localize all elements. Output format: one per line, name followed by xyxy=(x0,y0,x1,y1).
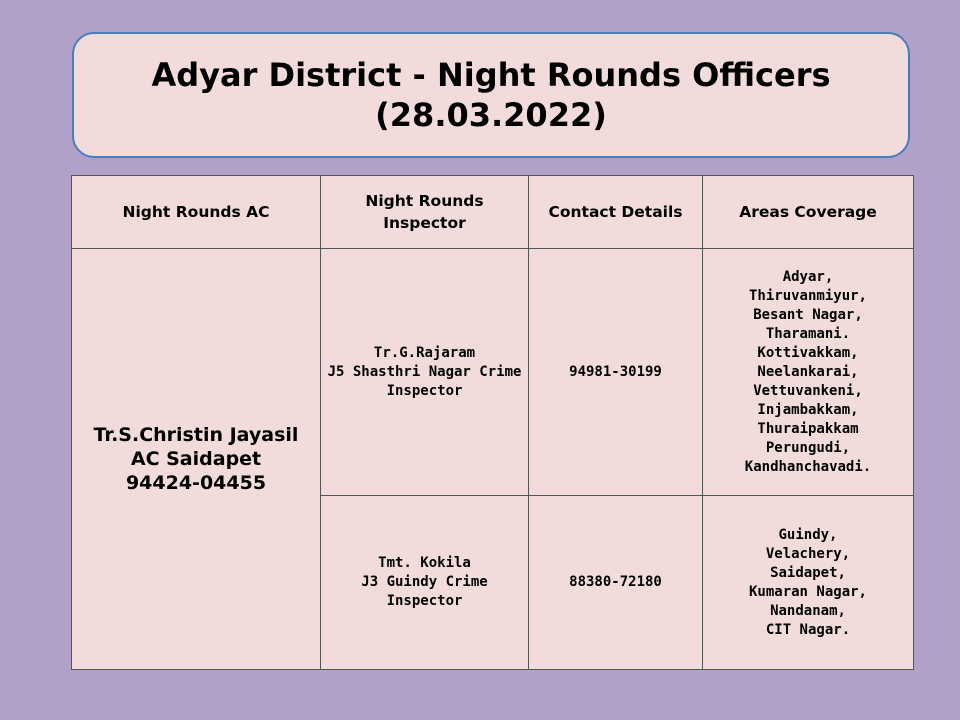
contact-cell: 88380-72180 xyxy=(529,496,703,670)
inspector-station: J5 Shasthri Nagar Crime xyxy=(327,363,522,380)
ac-cell xyxy=(72,249,321,670)
inspector-name: Tmt. Kokila xyxy=(378,555,471,571)
area-item: Kumaran Nagar, xyxy=(748,583,867,600)
area-item: Perungudi, xyxy=(765,439,851,456)
area-item: Thiruvanmiyur, xyxy=(748,287,867,304)
area-item: Guindy, xyxy=(778,526,838,543)
inspector-name: Tr.G.Rajaram xyxy=(373,344,476,361)
area-item: Adyar, xyxy=(782,268,834,285)
area-item: Velachery, xyxy=(765,545,851,562)
areas-cell xyxy=(703,496,914,670)
area-item: CIT Nagar. xyxy=(765,621,851,638)
area-item: Saidapet, xyxy=(770,564,846,581)
ac-post: AC Saidapet xyxy=(130,448,262,470)
header-inspector-line1: Night Rounds xyxy=(365,192,484,210)
header-contact-details: Contact Details xyxy=(529,176,703,249)
area-item: Vettuvankeni, xyxy=(753,382,863,399)
inspector-role: Inspector xyxy=(386,593,463,609)
area-item: Besant Nagar, xyxy=(753,306,863,323)
title-box xyxy=(72,32,910,158)
header-night-rounds-ac: Night Rounds AC xyxy=(72,176,321,249)
inspector-cell xyxy=(321,496,529,670)
page-title: Adyar District - Night Rounds Officers xyxy=(151,56,831,94)
area-item: Kottivakkam, xyxy=(757,344,859,361)
night-rounds-table xyxy=(71,175,914,670)
page-date: (28.03.2022) xyxy=(375,96,607,134)
area-item: Kandhanchavadi. xyxy=(744,458,872,475)
ac-phone: 94424-04455 xyxy=(125,472,267,494)
inspector-station: J3 Guindy Crime xyxy=(361,574,488,590)
area-item: Neelankarai, xyxy=(757,363,859,380)
area-item: Thuraipakkam xyxy=(757,420,859,437)
header-areas-coverage: Areas Coverage xyxy=(703,176,914,249)
contact-cell: 94981-30199 xyxy=(529,249,703,496)
ac-name: Tr.S.Christin Jayasil xyxy=(93,424,299,446)
table-row xyxy=(72,249,914,496)
header-inspector-line2: Inspector xyxy=(383,214,466,232)
table-header-row xyxy=(72,176,914,249)
area-item: Injambakkam, xyxy=(757,401,859,418)
areas-cell xyxy=(703,249,914,496)
inspector-role: Inspector xyxy=(386,382,463,399)
inspector-cell xyxy=(321,249,529,496)
header-night-rounds-inspector xyxy=(321,176,529,249)
area-item: Tharamani. xyxy=(765,325,851,342)
area-item: Nandanam, xyxy=(770,602,846,619)
